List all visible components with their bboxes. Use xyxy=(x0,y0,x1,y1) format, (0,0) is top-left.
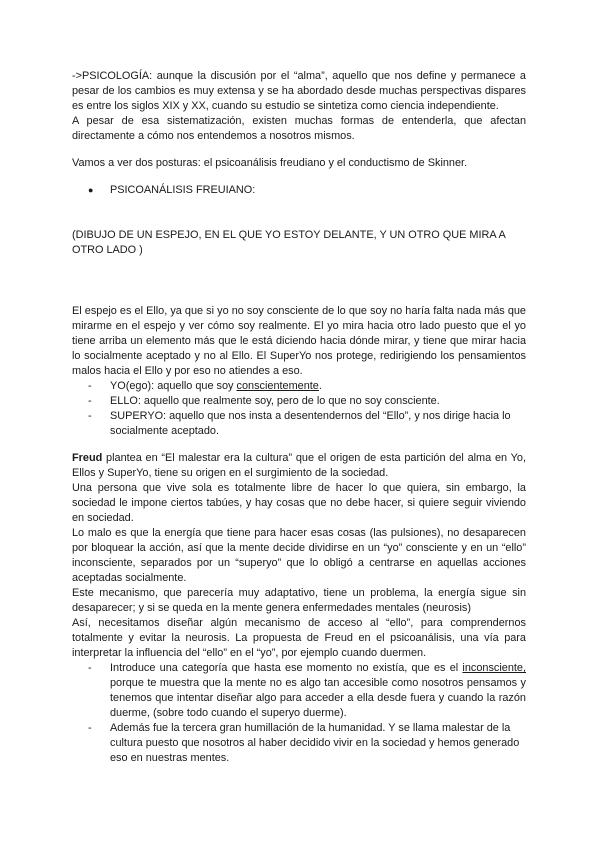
ello-text: ELLO: aquello que realmente soy, pero de lo que no soy consciente. xyxy=(110,395,440,407)
inconsciente-rest-text: porque te muestra que la mente no es algo tan accesible como nosotros pensamos y tenemos que intentar diseñar algo para acceder a ella desde fuera y cuando la razón duerme, (sobre todo cuando el superyo duerme). xyxy=(110,677,526,719)
superyo-text: SUPERYO: aquello que nos insta a desentendernos del “Ello”, y nos dirige hacia lo socialmente aceptado. xyxy=(110,410,511,437)
psicoanalisis-notes-list xyxy=(72,661,526,766)
intro-paragraph-sistematizacion: A pesar de esa sistematización, existen muchas formas de entenderla, que afectan directamente a cómo nos entendemos a nosotros mismos. xyxy=(72,115,526,142)
drawing-note: (DIBUJO DE UN ESPEJO, EN EL QUE YO ESTOY DELANTE, Y UN OTRO QUE MIRA A OTRO LADO ) xyxy=(72,229,506,256)
section-heading-psicoanalisis xyxy=(88,183,526,198)
list-item-inconsciente xyxy=(88,661,526,721)
intro-paragraph-posturas: Vamos a ver dos posturas: el psicoanálisis freudiano y el conductismo de Skinner. xyxy=(72,157,468,169)
freud-name-bold: Freud xyxy=(72,452,103,464)
humillacion-text: Además fue la tercera gran humillación de la humanidad. Y se llama malestar de la cultura puesto que nosotros al haber decidido vivir en la sociedad y hemos generado eso en nuestras mentes. xyxy=(110,722,520,764)
freud-paragraph-mecanismo: Este mecanismo, que parecería muy adaptativo, tiene un problema, la energía sigue sin desaparecer; y si se queda en la mente genera enfermedades mentales (neurosis) xyxy=(72,587,526,614)
list-item-superyo xyxy=(88,409,526,439)
inconsciente-text: Introduce una categoría que hasta ese momento no existía, que es el xyxy=(110,662,463,674)
dash-marker: - xyxy=(88,410,92,422)
dash-marker: - xyxy=(88,395,92,407)
section-heading-text: PSICOANÁLISIS FREUIANO: xyxy=(110,184,256,196)
dash-marker: - xyxy=(88,662,92,674)
intro-paragraph-psicologia: ->PSICOLOGÍA: aunque la discusión por el “alma”, aquello que nos define y permanece a pesar de los cambios es muy extensa y se ha abordado desde muchas perspectivas dispares es entre los siglos XIX y XX, cuando su estudio se sintetiza como ciencia independiente. xyxy=(72,70,526,112)
freud-paragraph-origen xyxy=(72,451,526,481)
bullet-icon: ● xyxy=(88,185,94,195)
yo-suffix: . xyxy=(318,380,322,392)
list-item-ello xyxy=(88,394,526,409)
freud-paragraph-sociedad: Una persona que vive sola es totalmente libre de hacer lo que quiera, sin embargo, la sociedad le impone ciertos tabúes, y hay cosas que no debe hacer, si quiere seguir viviendo en sociedad. xyxy=(72,482,526,524)
concepts-list xyxy=(72,379,526,439)
document-body xyxy=(72,69,526,766)
freud-paragraph-acceso-ello: Así, necesitamos diseñar algún mecanismo de acceso al “ello”, para comprendernos totalmente y evitar la neurosis. La propuesta de Freud en el psicoanálisis, una vía para interpretar la influencia del “ello” en el “yo”, por ejemplo cuando duermen. xyxy=(72,617,526,659)
yo-underlined-text: conscientemente xyxy=(236,380,319,392)
inconsciente-underlined-text: inconsciente, xyxy=(462,662,526,674)
dash-marker: - xyxy=(88,722,92,734)
list-item-yo xyxy=(88,379,526,394)
list-item-humillacion xyxy=(88,721,526,766)
dash-marker: - xyxy=(88,380,92,392)
freud-paragraph-pulsiones: Lo malo es que la energía que tiene para hacer esas cosas (las pulsiones), no desaparecen por bloquear la acción, así que la mente decide dividirse en un “yo” consciente y en un “ello” inconsciente, separados por un “superyo” que lo obligó a centrarse en aquellas acciones aceptadas socialmente. xyxy=(72,527,526,584)
yo-text: YO(ego): aquello que soy xyxy=(110,380,237,392)
freud-origen-text: plantea en “El malestar era la cultura” que el origen de esta partición del alma en Yo, Ellos y SuperYo, tiene su origen en el surgimiento de la sociedad. xyxy=(72,452,526,479)
mirror-paragraph: El espejo es el Ello, ya que si yo no soy consciente de lo que soy no haría falta nada más que mirarme en el espejo y ver cómo soy realmente. El yo mira hacia otro lado puesto que el yo tiene arriba un elemento más que le está diciendo hacia dónde mirar, y tiene que mirar hacia lo socialmente aceptado y no al Ello. El SuperYo nos protege, redirigiendo los pensamientos malos hacia el Ello y por eso no atiendes a eso. xyxy=(72,305,526,377)
